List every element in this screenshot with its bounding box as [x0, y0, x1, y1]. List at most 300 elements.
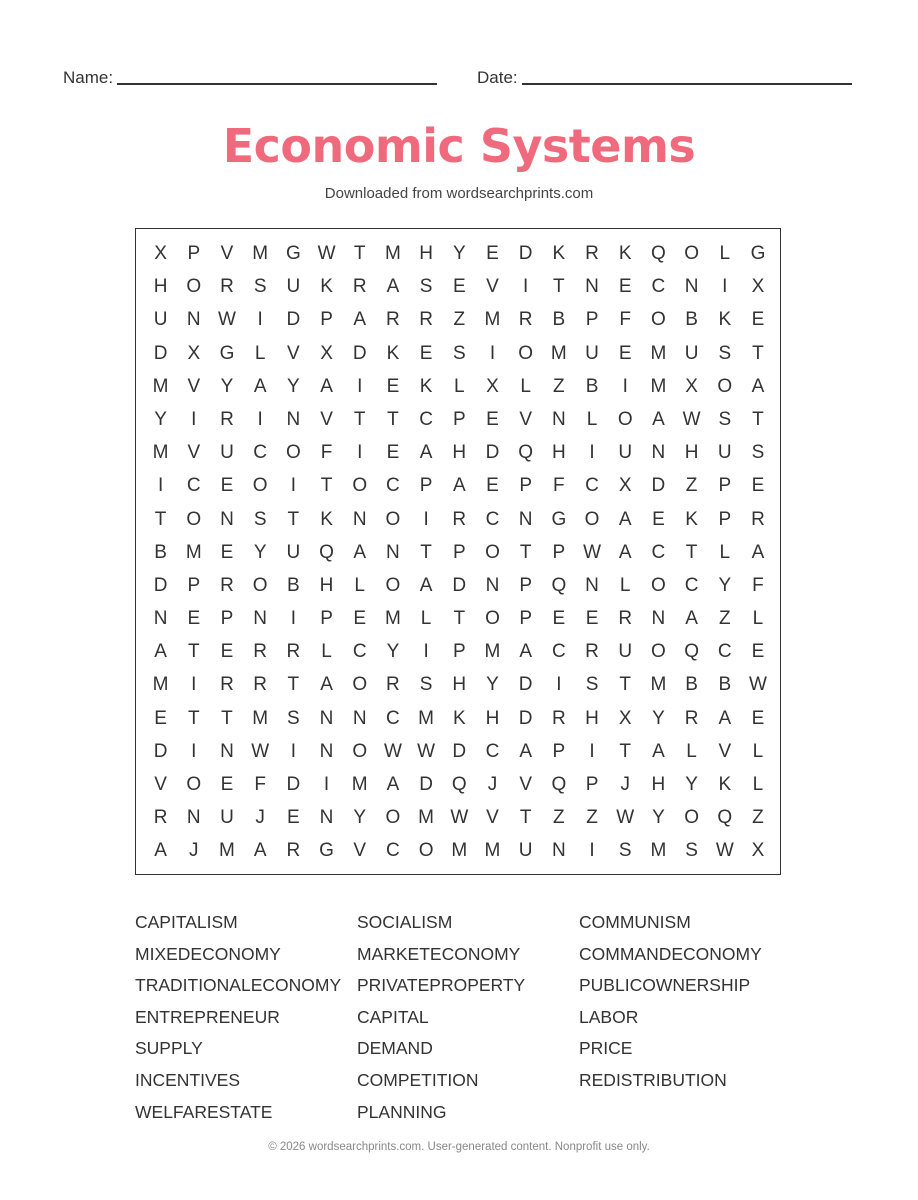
- grid-letter: M: [484, 641, 501, 663]
- grid-letter: I: [257, 408, 263, 430]
- grid-letter: R: [751, 508, 765, 530]
- grid-letter: Q: [518, 442, 534, 464]
- word-list-item: INCENTIVES: [135, 1069, 241, 1090]
- grid-letter: A: [154, 641, 167, 663]
- grid-letter: W: [682, 408, 701, 430]
- grid-letter: M: [219, 840, 235, 862]
- letter-grid: [144, 237, 774, 868]
- grid-letter: N: [253, 608, 268, 630]
- grid-letter: H: [319, 574, 334, 596]
- grid-letter: Y: [353, 807, 367, 829]
- grid-letter: F: [619, 309, 632, 331]
- word-list-item: LABOR: [579, 1006, 639, 1027]
- grid-letter: U: [286, 541, 301, 563]
- grid-letter: O: [584, 508, 600, 530]
- grid-letter: U: [286, 276, 301, 298]
- grid-letter: O: [252, 574, 268, 596]
- grid-letter: O: [717, 375, 733, 397]
- grid-letter: T: [287, 674, 300, 696]
- grid-letter: S: [718, 408, 732, 430]
- grid-letter: E: [652, 508, 665, 530]
- grid-letter: L: [453, 375, 465, 397]
- grid-letter: S: [253, 276, 267, 298]
- grid-letter: Z: [718, 608, 731, 630]
- word-list-item: SOCIALISM: [357, 912, 453, 932]
- grid-letter: H: [551, 442, 566, 464]
- grid-letter: I: [589, 840, 595, 862]
- grid-letter: K: [320, 508, 333, 530]
- grid-letter: T: [187, 707, 200, 729]
- grid-letter: Z: [752, 807, 764, 829]
- grid-letter: P: [519, 574, 532, 596]
- grid-letter: I: [191, 740, 197, 762]
- grid-letter: X: [618, 475, 632, 497]
- grid-letter: P: [452, 408, 466, 430]
- grid-letter: O: [418, 840, 434, 862]
- grid-letter: Q: [717, 807, 733, 829]
- grid-letter: P: [552, 740, 566, 762]
- grid-letter: J: [620, 774, 630, 795]
- grid-letter: T: [387, 408, 399, 430]
- grid-letter: Y: [253, 541, 267, 563]
- grid-letter: O: [352, 740, 368, 762]
- grid-letter: N: [518, 508, 533, 530]
- grid-letter: P: [585, 309, 599, 331]
- grid-letter: M: [152, 442, 169, 464]
- grid-letter: N: [220, 740, 234, 762]
- grid-letter: D: [153, 342, 168, 364]
- grid-letter: G: [319, 840, 334, 862]
- grid-letter: A: [320, 674, 333, 696]
- grid-letter: O: [518, 342, 534, 364]
- grid-letter: P: [585, 774, 599, 795]
- grid-letter: Z: [685, 475, 698, 497]
- grid-letter: E: [585, 608, 599, 630]
- grid-letter: T: [154, 508, 167, 530]
- grid-letter: S: [452, 342, 466, 364]
- date-field[interactable]: [477, 66, 855, 90]
- grid-letter: I: [257, 309, 263, 331]
- grid-letter: C: [485, 508, 500, 530]
- grid-letter: L: [686, 740, 697, 762]
- grid-letter: O: [186, 276, 202, 298]
- grid-letter: S: [751, 442, 765, 464]
- grid-letter: M: [650, 342, 667, 364]
- grid-letter: E: [220, 541, 234, 563]
- grid-letter: O: [651, 641, 666, 663]
- grid-letter: R: [585, 243, 599, 264]
- grid-letter: X: [154, 243, 167, 264]
- grid-letter: X: [486, 375, 499, 397]
- grid-letter: U: [618, 641, 633, 663]
- grid-letter: E: [220, 774, 234, 795]
- grid-letter: V: [353, 840, 367, 862]
- grid-letter: U: [684, 342, 699, 364]
- grid-letter: M: [351, 774, 368, 795]
- grid-letter: E: [220, 475, 234, 497]
- grid-letter: T: [353, 408, 366, 430]
- date-line[interactable]: [522, 83, 852, 85]
- grid-letter: A: [386, 774, 400, 795]
- grid-letter: L: [420, 608, 432, 630]
- grid-letter: E: [386, 375, 400, 397]
- grid-letter: Q: [551, 774, 567, 795]
- grid-letter: H: [452, 442, 467, 464]
- grid-letter: A: [253, 375, 267, 397]
- grid-letter: A: [751, 375, 765, 397]
- grid-letter: L: [586, 408, 598, 430]
- grid-letter: I: [191, 408, 197, 430]
- grid-letter: B: [552, 309, 566, 331]
- grid-letter: V: [187, 442, 201, 464]
- grid-letter: Y: [718, 574, 732, 596]
- grid-letter: E: [618, 342, 632, 364]
- grid-letter: E: [220, 641, 234, 663]
- grid-letter: T: [519, 807, 532, 829]
- grid-letter: M: [252, 707, 269, 729]
- grid-letter: L: [719, 541, 731, 563]
- grid-letter: C: [585, 475, 599, 497]
- word-list-item: CAPITAL: [357, 1006, 429, 1027]
- word-list-item: PRICE: [579, 1038, 633, 1059]
- grid-letter: C: [253, 442, 268, 464]
- grid-letter: R: [220, 674, 234, 696]
- grid-letter: X: [685, 375, 698, 397]
- grid-letter: R: [386, 309, 400, 331]
- grid-letter: D: [452, 574, 467, 596]
- grid-letter: R: [551, 707, 566, 729]
- grid-letter: H: [153, 276, 168, 298]
- grid-letter: L: [719, 243, 731, 264]
- grid-letter: A: [519, 740, 532, 762]
- grid-letter: O: [485, 608, 500, 630]
- grid-letter: Q: [319, 541, 334, 563]
- word-list-item: DEMAND: [357, 1038, 433, 1059]
- grid-letter: M: [384, 243, 401, 264]
- grid-letter: I: [589, 442, 595, 464]
- grid-letter: W: [218, 309, 236, 331]
- word-list-item: PRIVATEPROPERTY: [357, 975, 526, 996]
- footer-notice: © 2026 wordsearchprints.com. User-generated content. Nonprofit use only.: [268, 1141, 650, 1153]
- grid-letter: D: [452, 740, 467, 762]
- grid-letter: A: [154, 840, 167, 862]
- grid-letter: M: [650, 674, 667, 696]
- grid-letter: A: [652, 408, 665, 430]
- grid-letter: V: [287, 342, 300, 364]
- grid-letter: P: [452, 541, 466, 563]
- word-list-item: MARKETECONOMY: [357, 943, 521, 964]
- grid-letter: F: [254, 774, 266, 795]
- grid-letter: M: [650, 840, 667, 862]
- grid-letter: U: [220, 807, 234, 829]
- grid-letter: X: [320, 342, 333, 364]
- grid-letter: C: [651, 276, 666, 298]
- grid-letter: A: [353, 541, 367, 563]
- word-list-item: COMPETITION: [357, 1069, 479, 1090]
- grid-letter: U: [717, 442, 732, 464]
- grid-letter: E: [751, 475, 765, 497]
- name-line[interactable]: [117, 83, 437, 85]
- grid-letter: A: [751, 541, 765, 563]
- grid-letter: I: [589, 740, 595, 762]
- grid-letter: W: [450, 807, 469, 829]
- grid-letter: M: [484, 840, 501, 862]
- grid-letter: S: [718, 342, 732, 364]
- grid-letter: B: [287, 574, 300, 596]
- grid-letter: L: [254, 342, 266, 364]
- grid-letter: N: [319, 707, 334, 729]
- grid-letter: A: [519, 641, 532, 663]
- grid-letter: R: [153, 807, 168, 829]
- grid-letter: V: [154, 774, 167, 795]
- grid-letter: O: [385, 508, 401, 530]
- grid-letter: R: [352, 276, 367, 298]
- grid-letter: O: [385, 574, 401, 596]
- grid-letter: T: [752, 342, 764, 364]
- grid-letter: W: [583, 541, 601, 563]
- date-label: Date:: [477, 68, 518, 87]
- grid-letter: X: [618, 707, 632, 729]
- grid-letter: Y: [486, 674, 499, 696]
- grid-letter: T: [685, 541, 698, 563]
- grid-letter: C: [386, 707, 400, 729]
- grid-letter: P: [187, 243, 201, 264]
- grid-letter: V: [187, 375, 201, 397]
- grid-letter: E: [386, 442, 400, 464]
- grid-letter: R: [253, 641, 268, 663]
- grid-letter: O: [285, 442, 301, 464]
- word-list-item: CAPITALISM: [135, 912, 238, 932]
- grid-letter: V: [519, 774, 532, 795]
- grid-letter: R: [220, 574, 234, 596]
- grid-letter: L: [752, 740, 764, 762]
- grid-letter: Y: [287, 375, 300, 397]
- grid-letter: R: [585, 641, 599, 663]
- grid-letter: W: [417, 740, 436, 762]
- word-list-item: ENTREPRENEUR: [135, 1006, 280, 1027]
- grid-letter: W: [317, 243, 336, 264]
- grid-letter: Y: [220, 375, 234, 397]
- grid-letter: D: [518, 707, 533, 729]
- grid-letter: L: [321, 641, 332, 663]
- grid-letter: M: [185, 541, 202, 563]
- grid-letter: N: [551, 840, 566, 862]
- grid-letter: I: [423, 508, 429, 530]
- grid-letter: S: [287, 707, 300, 729]
- grid-letter: N: [585, 276, 599, 298]
- grid-letter: N: [286, 408, 301, 430]
- grid-letter: D: [518, 243, 533, 264]
- grid-letter: N: [153, 608, 168, 630]
- grid-letter: K: [685, 508, 698, 530]
- grid-letter: P: [552, 541, 566, 563]
- grid-letter: T: [553, 276, 565, 298]
- grid-letter: I: [523, 276, 529, 298]
- grid-letter: G: [285, 243, 301, 264]
- grid-letter: R: [618, 608, 633, 630]
- grid-letter: A: [452, 475, 466, 497]
- grid-letter: S: [585, 674, 599, 696]
- word-list-item: REDISTRIBUTION: [579, 1069, 727, 1090]
- grid-letter: T: [187, 641, 200, 663]
- grid-letter: E: [452, 276, 466, 298]
- source-line: Downloaded from wordsearchprints.com: [324, 185, 594, 202]
- grid-letter: R: [286, 641, 301, 663]
- grid-letter: K: [718, 774, 732, 795]
- grid-letter: P: [452, 641, 466, 663]
- grid-letter: N: [352, 707, 367, 729]
- grid-letter: V: [519, 408, 532, 430]
- grid-letter: K: [320, 276, 333, 298]
- grid-letter: B: [685, 309, 698, 331]
- grid-letter: O: [186, 508, 202, 530]
- grid-letter: S: [618, 840, 632, 862]
- grid-letter: P: [718, 475, 732, 497]
- grid-letter: Q: [684, 641, 699, 663]
- grid-letter: V: [220, 243, 234, 264]
- grid-letter: E: [353, 608, 367, 630]
- grid-letter: A: [718, 707, 732, 729]
- grid-letter: W: [251, 740, 270, 762]
- grid-letter: D: [352, 342, 367, 364]
- grid-letter: A: [386, 276, 400, 298]
- grid-letter: E: [187, 608, 201, 630]
- grid-letter: O: [485, 541, 500, 563]
- grid-letter: T: [619, 674, 632, 696]
- name-field[interactable]: [63, 66, 441, 90]
- grid-letter: I: [191, 674, 197, 696]
- grid-letter: M: [550, 342, 567, 364]
- grid-letter: Y: [652, 707, 665, 729]
- grid-letter: G: [750, 243, 766, 264]
- grid-letter: T: [287, 508, 300, 530]
- grid-letter: D: [153, 740, 168, 762]
- grid-letter: Z: [586, 807, 598, 829]
- grid-letter: V: [486, 276, 499, 298]
- grid-letter: N: [319, 807, 334, 829]
- grid-letter: U: [518, 840, 533, 862]
- word-list-item: SUPPLY: [135, 1038, 203, 1059]
- grid-letter: D: [518, 674, 533, 696]
- grid-letter: W: [749, 674, 767, 696]
- grid-letter: R: [386, 674, 400, 696]
- grid-letter: M: [650, 375, 667, 397]
- grid-letter: Q: [651, 243, 666, 264]
- grid-letter: M: [451, 840, 468, 862]
- grid-letter: Z: [453, 309, 466, 331]
- grid-letter: A: [253, 840, 267, 862]
- grid-letter: O: [617, 408, 633, 430]
- grid-letter: U: [585, 342, 599, 364]
- grid-letter: N: [684, 276, 699, 298]
- grid-letter: I: [323, 774, 330, 795]
- grid-letter: Y: [386, 641, 400, 663]
- grid-letter: M: [152, 674, 169, 696]
- grid-letter: X: [187, 342, 201, 364]
- grid-letter: N: [551, 408, 566, 430]
- grid-letter: C: [651, 541, 666, 563]
- grid-letter: L: [619, 574, 631, 596]
- grid-letter: B: [154, 541, 167, 563]
- grid-letter: I: [157, 475, 164, 497]
- grid-letter: Y: [154, 408, 167, 430]
- grid-letter: I: [622, 375, 628, 397]
- grid-letter: A: [419, 574, 433, 596]
- grid-letter: A: [618, 541, 632, 563]
- grid-letter: P: [519, 475, 532, 497]
- grid-letter: M: [418, 807, 434, 829]
- grid-letter: P: [718, 508, 732, 530]
- grid-letter: N: [386, 541, 400, 563]
- grid-letter: Y: [652, 807, 665, 829]
- grid-letter: H: [485, 707, 500, 729]
- grid-letter: K: [552, 243, 566, 264]
- grid-letter: T: [752, 408, 764, 430]
- grid-letter: M: [252, 243, 269, 264]
- grid-letter: D: [651, 475, 666, 497]
- grid-letter: F: [752, 574, 764, 596]
- grid-letter: H: [585, 707, 599, 729]
- grid-letter: W: [715, 840, 734, 862]
- grid-letter: A: [685, 608, 698, 630]
- grid-letter: R: [220, 276, 234, 298]
- grid-letter: J: [255, 807, 265, 829]
- grid-letter: F: [320, 442, 333, 464]
- grid-letter: E: [751, 707, 765, 729]
- grid-letter: A: [353, 309, 367, 331]
- grid-letter: N: [319, 740, 334, 762]
- grid-letter: V: [320, 408, 333, 430]
- word-list-item: COMMUNISM: [579, 912, 691, 932]
- grid-letter: C: [352, 641, 367, 663]
- grid-letter: T: [420, 541, 432, 563]
- grid-letter: I: [290, 475, 296, 497]
- grid-letter: R: [684, 707, 699, 729]
- word-search-grid: [135, 228, 781, 875]
- grid-letter: A: [652, 740, 665, 762]
- grid-letter: E: [486, 475, 499, 497]
- grid-letter: J: [189, 840, 199, 862]
- grid-letter: N: [186, 807, 201, 829]
- grid-letter: S: [419, 674, 433, 696]
- grid-letter: G: [551, 508, 567, 530]
- grid-letter: Z: [553, 807, 565, 829]
- grid-letter: E: [552, 608, 566, 630]
- grid-letter: O: [684, 243, 699, 264]
- grid-letter: W: [383, 740, 402, 762]
- grid-letter: H: [684, 442, 699, 464]
- grid-letter: I: [357, 442, 363, 464]
- grid-letter: L: [520, 375, 531, 397]
- name-date-row: [63, 66, 855, 90]
- name-label: Name:: [63, 68, 114, 87]
- grid-letter: N: [585, 574, 599, 596]
- word-list: [135, 907, 835, 1128]
- grid-letter: T: [453, 608, 466, 630]
- grid-letter: T: [320, 475, 333, 497]
- grid-letter: N: [352, 508, 367, 530]
- grid-letter: M: [152, 375, 169, 397]
- grid-letter: R: [419, 309, 433, 331]
- grid-letter: P: [220, 608, 234, 630]
- grid-letter: E: [751, 641, 765, 663]
- grid-letter: M: [484, 309, 501, 331]
- grid-letter: E: [751, 309, 765, 331]
- word-list-item: PLANNING: [357, 1101, 447, 1122]
- grid-letter: N: [220, 508, 234, 530]
- grid-letter: T: [353, 243, 366, 264]
- grid-letter: O: [684, 807, 699, 829]
